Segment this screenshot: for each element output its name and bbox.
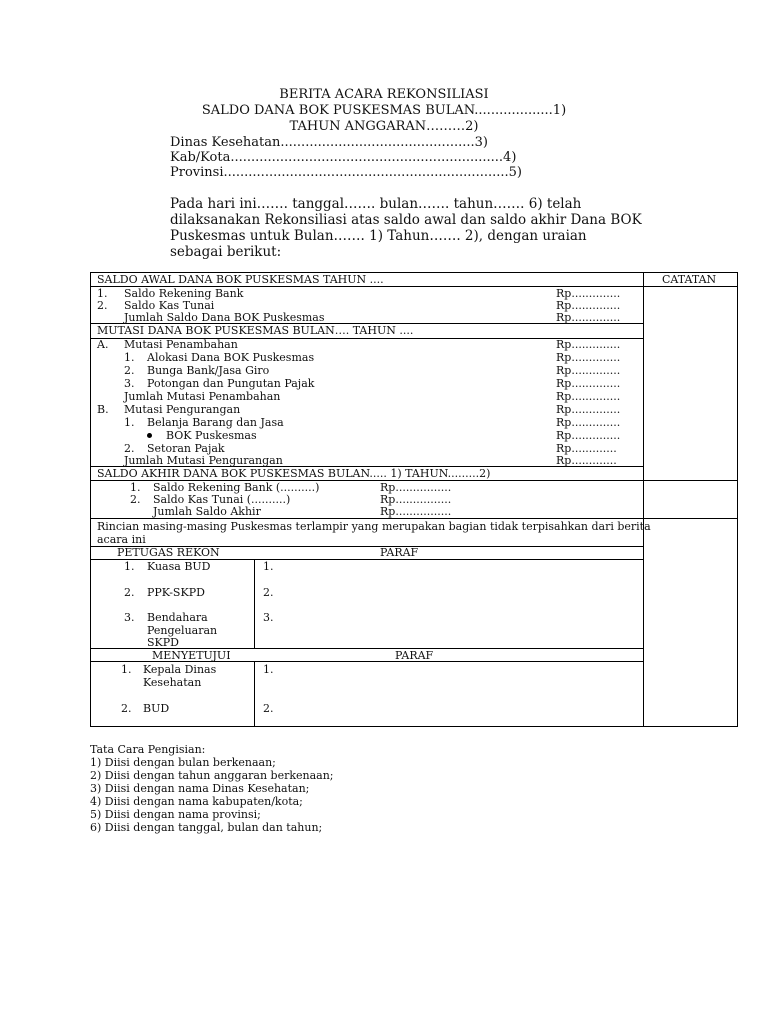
list-item-number: 1. xyxy=(97,287,108,300)
list-item-number: 3. xyxy=(124,377,135,390)
provinsi-line: Provinsi.....................................................................5) xyxy=(170,165,522,180)
jumlah-saldo-akhir-label: Jumlah Saldo Akhir xyxy=(153,505,261,518)
potongan-pajak-label: Potongan dan Pungutan Pajak xyxy=(147,377,315,390)
document-subtitle: SALDO DANA BOK PUSKESMAS BULAN...................1) xyxy=(201,103,567,118)
saldo-awal-header: SALDO AWAL DANA BOK PUSKESMAS TAHUN .... xyxy=(97,273,384,286)
section-letter: B. xyxy=(97,403,109,416)
mutasi-header: MUTASI DANA BOK PUSKESMAS BULAN…. TAHUN .... xyxy=(97,324,414,337)
jumlah-mutasi-penambahan-label: Jumlah Mutasi Penambahan xyxy=(124,390,281,403)
bunga-bank-label: Bunga Bank/Jasa Giro xyxy=(147,364,270,377)
mutasi-pengurangan-value: Rp.............. xyxy=(556,403,621,416)
list-item-number: 1. xyxy=(124,416,135,429)
paraf-header: PARAF xyxy=(380,546,419,559)
mutasi-penambahan-value: Rp.............. xyxy=(556,338,621,351)
bullet-icon xyxy=(147,433,152,438)
paraf-column-divider xyxy=(254,661,255,727)
list-item-number: 2. xyxy=(124,442,135,455)
list-item-number: 1. xyxy=(124,351,135,364)
paraf-slot: 3. xyxy=(263,611,274,624)
saldo-akhir-kas-value: Rp................ xyxy=(380,493,452,506)
list-item-number: 2. xyxy=(124,586,135,599)
list-item-number: 3. xyxy=(124,611,135,624)
mutasi-penambahan-label: Mutasi Penambahan xyxy=(124,338,238,351)
list-item-number: 2. xyxy=(124,364,135,377)
rincian-line-2: acara ini xyxy=(97,533,146,546)
intro-line-2: dilaksanakan Rekonsiliasi atas saldo awal dan saldo akhir Dana BOK xyxy=(170,212,642,228)
note-item: 6) Diisi dengan tanggal, bulan dan tahun; xyxy=(90,821,323,834)
jumlah-saldo-akhir-value: Rp................ xyxy=(380,505,452,518)
list-item-number: 2. xyxy=(130,493,141,506)
jumlah-mutasi-pengurangan-value: Rp............. xyxy=(556,454,617,467)
belanja-barang-value: Rp.............. xyxy=(556,416,621,429)
document-title: BERITA ACARA REKONSILIASI xyxy=(279,87,489,102)
list-item-number: 2. xyxy=(97,299,108,312)
saldo-akhir-bank-value: Rp................ xyxy=(380,481,452,494)
alokasi-dana-label: Alokasi Dana BOK Puskesmas xyxy=(147,351,315,364)
ppk-skpd-label: PPK-SKPD xyxy=(147,586,205,599)
note-item: 4) Diisi dengan nama kabupaten/kota; xyxy=(90,795,303,808)
saldo-rekening-bank-value: Rp.............. xyxy=(556,287,621,300)
note-item: 1) Diisi dengan bulan berkenaan; xyxy=(90,756,276,769)
paraf-slot: 2. xyxy=(263,702,274,715)
note-item: 3) Diisi dengan nama Dinas Kesehatan; xyxy=(90,782,310,795)
saldo-akhir-header: SALDO AKHIR DANA BOK PUSKESMAS BULAN..... 1) TAHUN.........2) xyxy=(97,467,491,480)
list-item-number: 2. xyxy=(121,702,132,715)
saldo-akhir-bank-label: Saldo Rekening Bank (..........) xyxy=(153,481,320,494)
bendahara-label-line2: Pengeluaran xyxy=(147,624,218,637)
jumlah-mutasi-penambahan-value: Rp.............. xyxy=(556,390,621,403)
bud-label: BUD xyxy=(143,702,170,715)
paraf-slot: 1. xyxy=(263,560,274,573)
list-item-number: 1. xyxy=(124,560,135,573)
saldo-kas-tunai-label: Saldo Kas Tunai xyxy=(124,299,215,312)
potongan-pajak-value: Rp.............. xyxy=(556,377,621,390)
dinas-line: Dinas Kesehatan...............................................3) xyxy=(170,135,488,150)
bok-puskesmas-value: Rp.............. xyxy=(556,429,621,442)
row-divider xyxy=(90,518,738,519)
saldo-kas-tunai-value: Rp.............. xyxy=(556,299,621,312)
note-item: 2) Diisi dengan tahun anggaran berkenaan; xyxy=(90,769,334,782)
bunga-bank-value: Rp.............. xyxy=(556,364,621,377)
jumlah-saldo-awal-label: Jumlah Saldo Dana BOK Puskesmas xyxy=(124,311,325,324)
paraf-column-divider xyxy=(254,559,255,648)
catatan-header: CATATAN xyxy=(662,273,717,286)
kepala-dinas-label-line2: Kesehatan xyxy=(143,676,202,689)
section-letter: A. xyxy=(97,338,109,351)
jumlah-mutasi-pengurangan-label: Jumlah Mutasi Pengurangan xyxy=(124,454,283,467)
intro-line-1: Pada hari ini……. tanggal……. bulan……. tahun……. 6) telah xyxy=(170,196,582,212)
bok-puskesmas-bullet-item xyxy=(147,429,257,442)
bok-puskesmas-label: BOK Puskesmas xyxy=(166,429,257,442)
list-item-number: 1. xyxy=(130,481,141,494)
petugas-rekon-header: PETUGAS REKON xyxy=(117,546,220,559)
kepala-dinas-label: Kepala Dinas xyxy=(143,663,217,676)
setoran-pajak-label: Setoran Pajak xyxy=(147,442,225,455)
intro-line-4: sebagai berikut: xyxy=(170,244,282,260)
kuasa-bud-label: Kuasa BUD xyxy=(147,560,211,573)
paraf-slot: 1. xyxy=(263,663,274,676)
paraf-header: PARAF xyxy=(395,649,434,662)
list-item-number: 1. xyxy=(121,663,132,676)
alokasi-dana-value: Rp.............. xyxy=(556,351,621,364)
note-item: 5) Diisi dengan nama provinsi; xyxy=(90,808,261,821)
bendahara-label-line3: SKPD xyxy=(147,636,179,649)
paraf-slot: 2. xyxy=(263,586,274,599)
rincian-line-1: Rincian masing-masing Puskesmas terlampir yang merupakan bagian tidak terpisahkan dari berita xyxy=(97,520,651,533)
jumlah-saldo-awal-value: Rp.............. xyxy=(556,311,621,324)
intro-line-3: Puskesmas untuk Bulan……. 1) Tahun……. 2), dengan uraian xyxy=(170,228,587,244)
saldo-rekening-bank-label: Saldo Rekening Bank xyxy=(124,287,244,300)
belanja-barang-label: Belanja Barang dan Jasa xyxy=(147,416,284,429)
saldo-akhir-kas-label: Saldo Kas Tunai (..........) xyxy=(153,493,291,506)
bendahara-label: Bendahara xyxy=(147,611,208,624)
mutasi-pengurangan-label: Mutasi Pengurangan xyxy=(124,403,241,416)
setoran-pajak-value: Rp............. xyxy=(556,442,617,455)
fiscal-year-line: TAHUN ANGGARAN………2) xyxy=(289,119,479,134)
menyetujui-header: MENYETUJUI xyxy=(152,649,231,662)
notes-title: Tata Cara Pengisian: xyxy=(90,743,206,756)
catatan-column-divider xyxy=(643,272,644,727)
kabkota-line: Kab/Kota..................................................................4) xyxy=(170,150,517,165)
